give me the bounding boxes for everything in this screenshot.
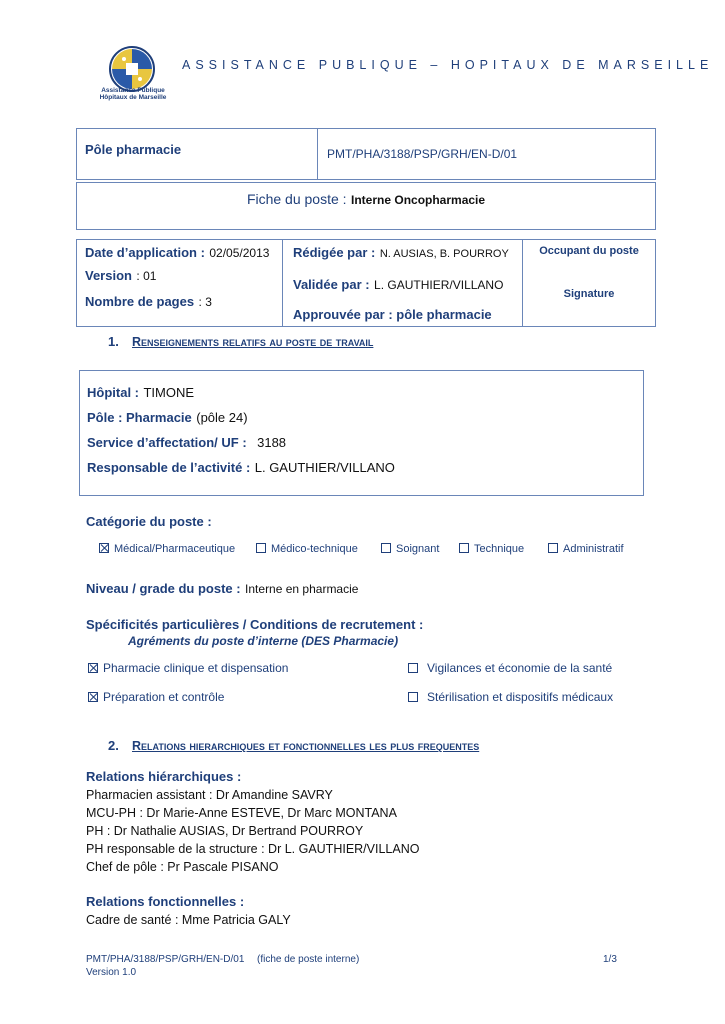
relation-line: PH : Dr Nathalie AUSIAS, Dr Bertrand POURROY [86, 824, 364, 838]
pages-label: Nombre de pages [85, 294, 195, 309]
checkbox-checked-icon[interactable] [88, 692, 98, 702]
ap-hm-logo [108, 45, 156, 93]
agrement-sterilisation[interactable] [408, 690, 613, 704]
version-label: Version [85, 268, 132, 283]
footer-reference: PMT/PHA/3188/PSP/GRH/EN-D/01 [86, 954, 245, 965]
section-2-title: Relations hierarchiques et fonctionnelles les plus frequentes [132, 739, 480, 753]
specificites-subtitle: Agréments du poste d’interne (DES Pharmacie) [128, 634, 399, 648]
validee-row [293, 276, 503, 294]
responsable-value: L. GAUTHIER/VILLANO [254, 460, 395, 475]
checkbox-icon[interactable] [381, 543, 391, 553]
categorie-option-technique[interactable] [459, 543, 524, 555]
section-1-title: Renseignements relatifs au poste de travail [132, 335, 374, 349]
relations-fonctionnelles-label: Relations fonctionnelles : [86, 894, 245, 909]
fiche-title [77, 191, 655, 209]
agrement-option-label: Vigilances et économie de la santé [427, 661, 613, 675]
categorie-option-medico-technique[interactable] [256, 543, 358, 555]
checkbox-icon[interactable] [408, 692, 418, 702]
agrement-option-label: Stérilisation et dispositifs médicaux [427, 690, 614, 704]
fiche-label: Fiche du poste : [246, 191, 347, 207]
service-value: 3188 [257, 435, 287, 450]
redigee-value: N. AUSIAS, B. POURROY [379, 248, 509, 260]
relations-hierarchiques-list [86, 786, 419, 876]
service-label: Service d’affectation/ UF : [87, 435, 247, 450]
approuvee-label: Approuvée par : pôle pharmacie [293, 307, 492, 322]
occupant-label: Occupant du poste [539, 245, 639, 257]
version-value: : 01 [136, 269, 157, 283]
niveau-value: Interne en pharmacie [245, 582, 359, 596]
agrement-preparation[interactable] [88, 690, 224, 704]
niveau-row [86, 580, 358, 598]
relation-line: PH responsable de la structure : Dr L. GAUTHIER/VILLANO [86, 842, 420, 856]
fiche-box [76, 182, 656, 230]
responsable-row [87, 459, 395, 477]
categorie-option-soignant[interactable] [381, 543, 439, 555]
pole-reference-divider [317, 129, 318, 179]
checkbox-checked-icon[interactable] [88, 663, 98, 673]
checkbox-icon[interactable] [408, 663, 418, 673]
checkbox-checked-icon[interactable] [99, 543, 109, 553]
workplace-pole-value: (pôle 24) [196, 410, 248, 425]
categorie-option-label: Médical/Pharmaceutique [114, 543, 236, 555]
info-divider-1 [282, 240, 283, 326]
logo-caption-line-2: Hôpitaux de Marseille [99, 94, 167, 101]
categorie-option-administratif[interactable] [548, 543, 624, 555]
redigee-label: Rédigée par : [293, 245, 376, 260]
date-value: 02/05/2013 [209, 246, 270, 260]
pages-row [85, 293, 212, 311]
categorie-option-label: Soignant [396, 543, 440, 555]
categorie-label: Catégorie du poste : [86, 514, 212, 529]
hopital-row [87, 384, 194, 402]
workplace-box [79, 370, 644, 496]
workplace-pole-label: Pôle : Pharmacie [87, 410, 192, 425]
responsable-label: Responsable de l’activité : [87, 460, 251, 475]
redigee-row [293, 244, 509, 262]
page-number: 1/3 [603, 954, 617, 965]
document-info-box [76, 239, 656, 327]
validee-label: Validée par : [293, 277, 370, 292]
relation-line: Cadre de santé : Mme Patricia GALY [86, 913, 291, 927]
categorie-option-label: Administratif [563, 543, 624, 555]
agrement-pharmacie-clinique[interactable] [88, 661, 288, 675]
logo-caption-line-1: Assistance Publique [101, 87, 165, 94]
signature-label: Signature [563, 288, 615, 300]
relation-line: MCU-PH : Dr Marie-Anne ESTEVE, Dr Marc MONTANA [86, 806, 397, 820]
niveau-label: Niveau / grade du poste : [86, 581, 241, 596]
footer-version: Version 1.0 [86, 967, 137, 978]
organization-title: ASSISTANCE PUBLIQUE – HOPITAUX DE MARSEILLE [182, 58, 714, 72]
version-row [85, 267, 156, 285]
relation-line: Chef de pôle : Pr Pascale PISANO [86, 860, 279, 874]
section-2-number: 2. [108, 738, 119, 753]
section-1-heading [108, 334, 373, 349]
date-label: Date d’application : [85, 245, 205, 260]
document-reference: PMT/PHA/3188/PSP/GRH/EN-D/01 [327, 147, 518, 161]
hopital-value: TIMONE [143, 385, 195, 400]
agrement-option-label: Préparation et contrôle [103, 690, 225, 704]
validee-value: L. GAUTHIER/VILLANO [374, 278, 504, 292]
agrement-vigilances[interactable] [408, 661, 612, 675]
section-1-number: 1. [108, 334, 119, 349]
logo-caption [96, 87, 170, 101]
date-row [85, 244, 269, 262]
relation-line: Pharmacien assistant : Dr Amandine SAVRY [86, 788, 333, 802]
pole-reference-box [76, 128, 656, 180]
relations-hierarchiques-label: Relations hiérarchiques : [86, 769, 242, 784]
checkbox-icon[interactable] [459, 543, 469, 553]
categorie-option-medical[interactable] [99, 543, 235, 555]
checkbox-icon[interactable] [548, 543, 558, 553]
service-row [87, 434, 286, 452]
hopital-label: Hôpital : [87, 385, 139, 400]
pole-label: Pôle pharmacie [85, 142, 182, 157]
pole-row [87, 409, 248, 427]
categorie-option-label: Technique [474, 543, 525, 555]
categorie-option-label: Médico-technique [271, 543, 358, 555]
specificites-label: Spécificités particulières / Conditions de recrutement : [86, 617, 424, 632]
fiche-value: Interne Oncopharmacie [351, 193, 486, 207]
relations-fonctionnelles-list [86, 911, 291, 929]
section-2-heading [108, 738, 479, 753]
pages-value: : 3 [198, 295, 212, 309]
agrement-option-label: Pharmacie clinique et dispensation [103, 661, 289, 675]
footer-note: (fiche de poste interne) [257, 954, 360, 965]
checkbox-icon[interactable] [256, 543, 266, 553]
